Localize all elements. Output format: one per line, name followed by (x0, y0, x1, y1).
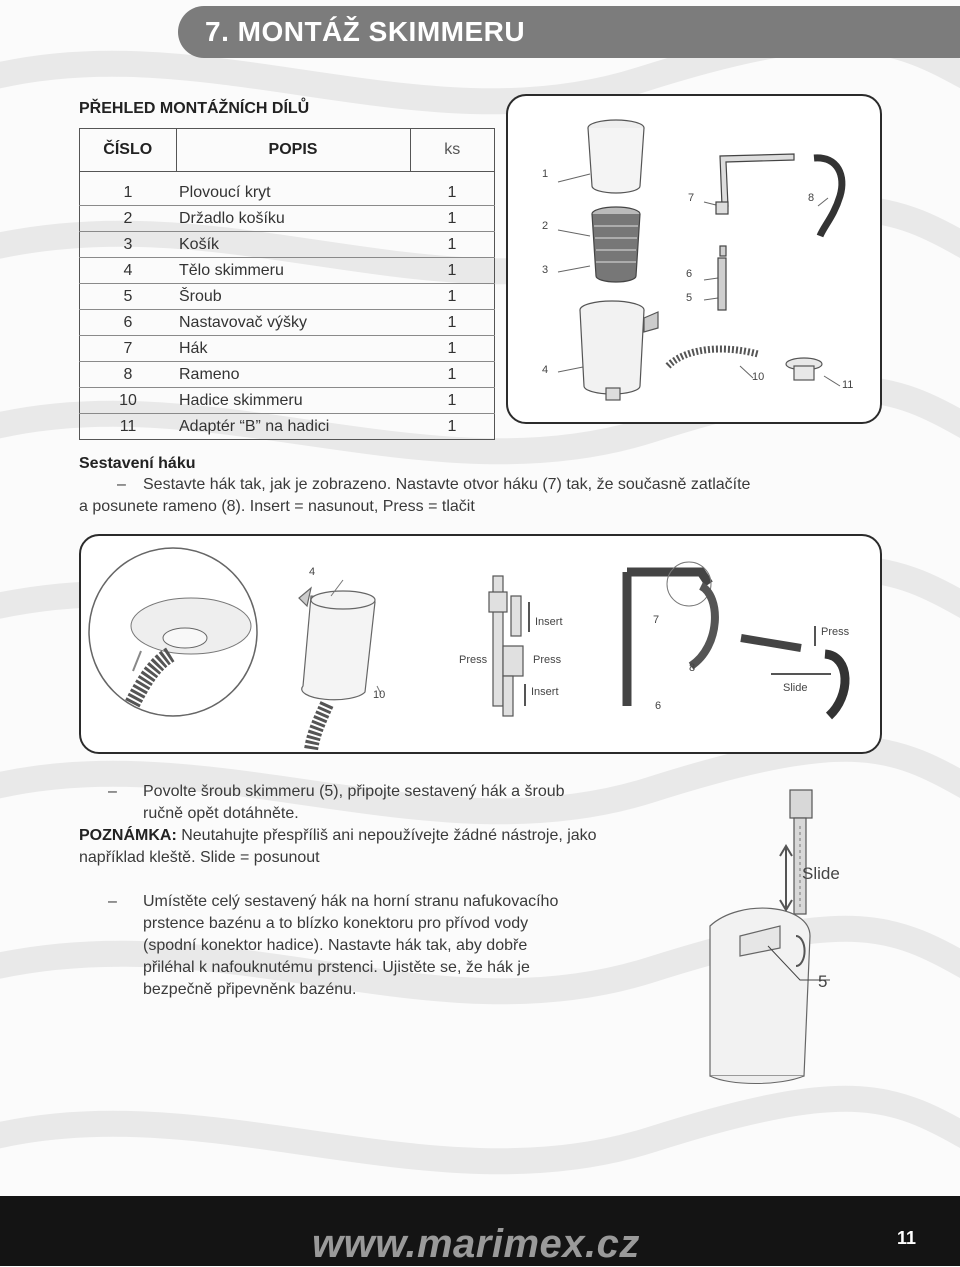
slide-label: Slide (783, 682, 808, 694)
part-quantity: 1 (410, 172, 495, 206)
part-description: Plovoucí kryt (176, 172, 410, 206)
part-description: Šroub (176, 284, 410, 310)
table-row (80, 414, 495, 440)
table-row (80, 258, 495, 284)
table-row (80, 284, 495, 310)
part-description: Rameno (176, 362, 410, 388)
part-description: Adaptér “B” na hadici (176, 414, 410, 440)
part-label: 6 (686, 268, 693, 280)
assembly-number-label: 8 (689, 662, 696, 674)
assembly-number-label: 10 (373, 689, 386, 701)
assembly-diagram (79, 534, 882, 754)
part-label: 7 (688, 192, 695, 204)
part-number: 1 (80, 172, 177, 206)
part-label: 5 (686, 292, 693, 304)
dash: – (117, 476, 126, 493)
part-quantity: 1 (410, 310, 495, 336)
slide-adjust-illustration (700, 776, 880, 1096)
part-label: 1 (542, 168, 549, 180)
part-label: 8 (808, 192, 815, 204)
part-number: 2 (80, 206, 177, 232)
part-description: Tělo skimmeru (176, 258, 410, 284)
table-row (80, 206, 495, 232)
screw-number-label: 5 (818, 972, 828, 991)
screw-instruction-text: Povolte šroub skimmeru (5), připojte sestavený hák a šroub ručně opět dotáhněte. (143, 783, 565, 822)
part-quantity: 1 (410, 388, 495, 414)
screw-instruction (108, 781, 583, 825)
table-row (80, 336, 495, 362)
placement-instruction (108, 891, 583, 1001)
part-number: 10 (80, 388, 177, 414)
dash: – (108, 893, 117, 910)
insert-label: Insert (535, 616, 563, 628)
table-row (80, 172, 495, 206)
part-number: 6 (80, 310, 177, 336)
part-quantity: 1 (410, 414, 495, 440)
part-label: 2 (542, 220, 549, 232)
part-number: 3 (80, 232, 177, 258)
part-quantity: 1 (410, 206, 495, 232)
footer-website-link[interactable]: www.marimex.cz (312, 1222, 640, 1266)
press-label: Press (459, 654, 488, 666)
table-row (80, 232, 495, 258)
part-number: 7 (80, 336, 177, 362)
assembly-illustration (81, 536, 880, 752)
column-header-number: ČÍSLO (80, 129, 177, 172)
part-quantity: 1 (410, 362, 495, 388)
part-label: 11 (842, 379, 854, 391)
part-label: 3 (542, 264, 549, 276)
column-header-description: POPIS (176, 129, 410, 172)
part-quantity: 1 (410, 336, 495, 362)
part-description: Košík (176, 232, 410, 258)
press-label: Press (821, 626, 850, 638)
part-description: Nastavovač výšky (176, 310, 410, 336)
insert-label: Insert (531, 686, 559, 698)
part-quantity: 1 (410, 258, 495, 284)
part-quantity: 1 (410, 284, 495, 310)
table-row (80, 362, 495, 388)
column-header-quantity: ks (410, 129, 495, 172)
placement-instruction-text: Umístěte celý sestavený hák na horní stranu nafukovacího prstence bazénu a to blízko konektoru pro přívod vody (spodní konektor hadice). Nastavte hák tak, aby dobře přiléhal k nafouknutému prstenci. Ujistěte se, že hák je bezpečně připevněnk bazénu. (143, 893, 559, 998)
part-label: 4 (542, 364, 549, 376)
note-text: Neutahujte přespříliš ani nepoužívejte žádné nástroje, jako například kleště. Slide = posunout (79, 827, 597, 866)
parts-illustration (508, 96, 880, 422)
table-row (80, 310, 495, 336)
part-description: Hák (176, 336, 410, 362)
part-number: 8 (80, 362, 177, 388)
slide-label: Slide (802, 864, 840, 883)
part-number: 11 (80, 414, 177, 440)
slide-illustration (700, 776, 880, 1096)
note-label: POZNÁMKA: (79, 827, 177, 844)
part-quantity: 1 (410, 232, 495, 258)
part-label: 10 (752, 371, 765, 383)
assembly-number-label: 4 (309, 566, 316, 578)
press-label: Press (533, 654, 562, 666)
part-number: 5 (80, 284, 177, 310)
table-row (80, 388, 495, 414)
part-description: Držadlo košíku (176, 206, 410, 232)
hook-assembly-text (79, 474, 869, 518)
dash: – (108, 783, 117, 800)
parts-diagram (506, 94, 882, 424)
part-number: 4 (80, 258, 177, 284)
assembly-number-label: 6 (655, 700, 662, 712)
parts-table (79, 128, 495, 440)
page-number: 11 (897, 1228, 917, 1248)
hook-assembly-heading: Sestavení háku (79, 455, 196, 472)
page-title: 7. MONTÁŽ SKIMMERU (205, 16, 526, 47)
hook-text-line2: a posunete rameno (8). Insert = nasunout, Press = tlačit (79, 498, 475, 515)
note-block (79, 825, 599, 869)
hook-text-line1: Sestavte hák tak, jak je zobrazeno. Nastavte otvor háku (7) tak, že současně zatlačíte (143, 476, 751, 493)
assembly-number-label: 7 (653, 614, 660, 626)
part-description: Hadice skimmeru (176, 388, 410, 414)
parts-overview-heading: PŘEHLED MONTÁŽNÍCH DÍLŮ (79, 100, 310, 117)
table-header-row (80, 129, 495, 172)
